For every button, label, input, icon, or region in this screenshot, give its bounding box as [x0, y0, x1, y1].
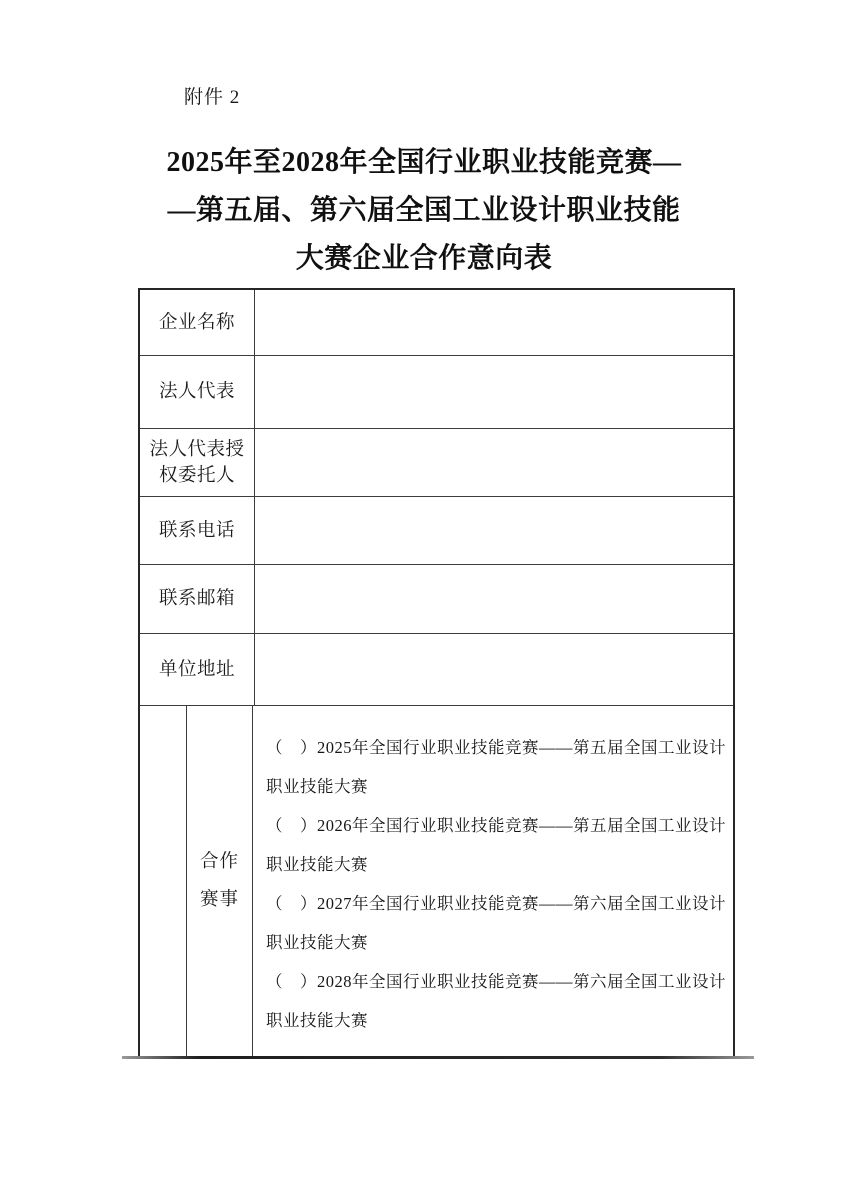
cooperation-events-label	[187, 706, 253, 1056]
field-label-company-name	[140, 290, 255, 355]
field-label-text: 企业名称	[158, 312, 235, 333]
scan-artifact-bottom-line	[122, 1056, 754, 1059]
field-label-contact-phone	[140, 497, 255, 564]
field-row-contact-email	[140, 564, 733, 633]
field-label-text: 法人代表授权委托人	[149, 439, 245, 486]
option-2027-line-1: （ ）2027年全国行业职业技能竞赛——第六届全国工业设计	[266, 894, 726, 913]
field-label-text: 联系电话	[158, 520, 235, 541]
field-label-authorized-delegate	[140, 429, 255, 496]
field-value-authorized-delegate	[255, 429, 733, 496]
field-label-contact-email	[140, 565, 255, 633]
field-row-company-name	[140, 290, 733, 355]
field-value-company-name	[255, 290, 733, 355]
attachment-label: 附件 2	[184, 87, 241, 108]
cooperation-label-line-1: 合作	[199, 852, 239, 872]
title-line-3: 大赛企业合作意向表	[295, 243, 553, 274]
field-label-text: 法人代表	[158, 382, 235, 402]
field-label-text: 单位地址	[158, 659, 235, 680]
option-2026-line-2: 职业技能大赛	[266, 855, 368, 874]
option-2028-line-2: 职业技能大赛	[266, 1011, 368, 1030]
document-title	[64, 139, 784, 283]
field-row-unit-address	[140, 633, 733, 705]
option-2025-line-1: （ ）2025年全国行业职业技能竞赛——第五届全国工业设计	[266, 738, 726, 757]
option-2027-line-2: 职业技能大赛	[266, 933, 368, 952]
field-row-legal-representative	[140, 355, 733, 428]
field-label-unit-address	[140, 634, 255, 705]
option-2025-line-2: 职业技能大赛	[266, 777, 368, 796]
field-row-contact-phone	[140, 496, 733, 564]
field-label-legal-representative	[140, 356, 255, 428]
cooperation-events-row	[140, 705, 733, 1056]
title-line-1: 2025年至2028年全国行业职业技能竞赛—	[166, 147, 682, 178]
cooperation-label-line-2: 赛事	[199, 890, 239, 910]
cooperation-row-spacer-cell	[140, 706, 187, 1056]
field-row-authorized-delegate	[140, 428, 733, 496]
field-label-text: 联系邮箱	[158, 589, 235, 609]
field-value-contact-email	[255, 565, 733, 633]
field-value-legal-representative	[255, 356, 733, 428]
option-2028-line-1: （ ）2028年全国行业职业技能竞赛——第六届全国工业设计	[266, 972, 726, 991]
field-value-unit-address	[255, 634, 733, 705]
cooperation-intent-form-table	[138, 288, 735, 1058]
title-line-2: —第五届、第六届全国工业设计职业技能	[167, 195, 681, 226]
option-2026-line-1: （ ）2026年全国行业职业技能竞赛——第五届全国工业设计	[266, 816, 726, 835]
field-value-contact-phone	[255, 497, 733, 564]
cooperation-options-cell	[253, 706, 733, 1056]
